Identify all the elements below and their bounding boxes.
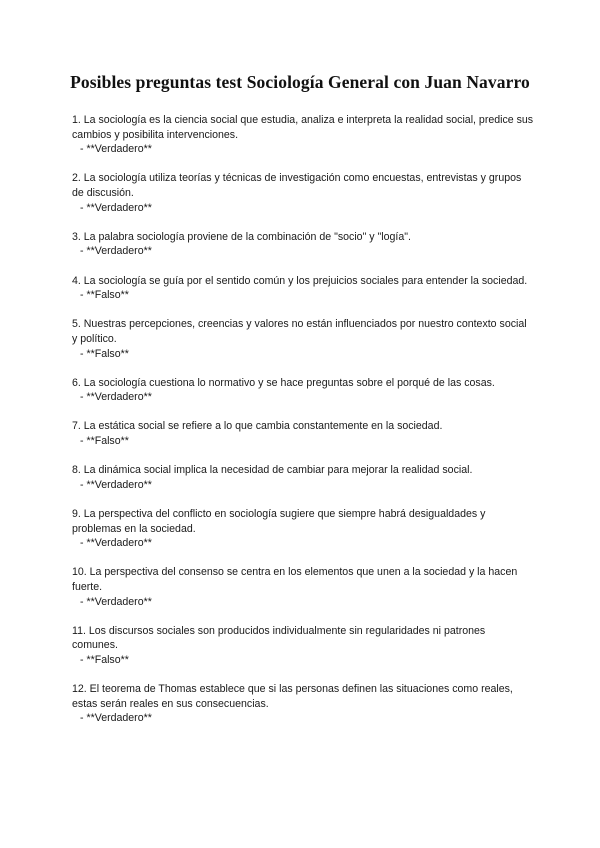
question-text: 7. La estática social se refiere a lo que cambia constantemente en la sociedad. (72, 420, 443, 433)
question-text: 1. La sociología es la ciencia social que estudia, analiza e interpreta la realidad social, predice sus cambios y posibilita intervenciones. (72, 114, 534, 141)
question-answer: - **Verdadero** (80, 478, 152, 491)
document-title: Posibles preguntas test Sociología General con Juan Navarro (70, 72, 530, 92)
question-text: 2. La sociología utiliza teorías y técnicas de investigación como encuestas, entrevistas y grupos de discusión. (72, 172, 522, 199)
question-text: 3. La palabra sociología proviene de la combinación de "socio" y "logía". (72, 230, 411, 243)
question-item (72, 113, 534, 157)
question-text: 8. La dinámica social implica la necesidad de cambiar para mejorar la realidad social. (72, 464, 473, 477)
question-answer: - **Falso** (80, 289, 129, 302)
question-text: 9. La perspectiva del conflicto en sociología sugiere que siempre habrá desigualdades y problemas en la sociedad. (72, 508, 486, 535)
question-answer: - **Verdadero** (80, 712, 152, 725)
question-item (72, 507, 534, 551)
question-item (72, 682, 534, 726)
question-item (72, 376, 534, 405)
question-answer: - **Verdadero** (80, 201, 152, 214)
question-item (72, 624, 534, 668)
question-text: 11. Los discursos sociales son producidos individualmente sin regularidades ni patrones comunes. (72, 624, 486, 652)
question-text: 12. El teorema de Thomas establece que si las personas definen las situaciones como reales, estas serán reales en sus consecuencias. (72, 683, 513, 710)
question-answer: - **Falso** (80, 653, 129, 666)
question-text: 6. La sociología cuestiona lo normativo y se hace preguntas sobre el porqué de las cosas. (72, 376, 495, 389)
question-answer: - **Verdadero** (80, 143, 152, 156)
question-text: 4. La sociología se guía por el sentido común y los prejuicios sociales para entender la sociedad. (72, 274, 528, 287)
question-item (72, 419, 534, 448)
question-item (72, 274, 534, 303)
question-list (72, 113, 534, 741)
question-answer: - **Verdadero** (80, 245, 152, 258)
question-item (72, 230, 534, 259)
question-answer: - **Falso** (80, 435, 129, 448)
question-item (72, 317, 534, 361)
question-item (72, 463, 534, 492)
question-item (72, 565, 534, 609)
question-answer: - **Verdadero** (80, 391, 152, 404)
question-answer: - **Verdadero** (80, 537, 152, 550)
question-text: 10. La perspectiva del consenso se centra en los elementos que unen a la sociedad y la hacen fuerte. (72, 566, 518, 593)
question-text: 5. Nuestras percepciones, creencias y valores no están influenciados por nuestro contexto social y político. (72, 318, 527, 345)
question-answer: - **Verdadero** (80, 595, 152, 608)
question-item (72, 171, 534, 215)
question-answer: - **Falso** (80, 347, 129, 360)
